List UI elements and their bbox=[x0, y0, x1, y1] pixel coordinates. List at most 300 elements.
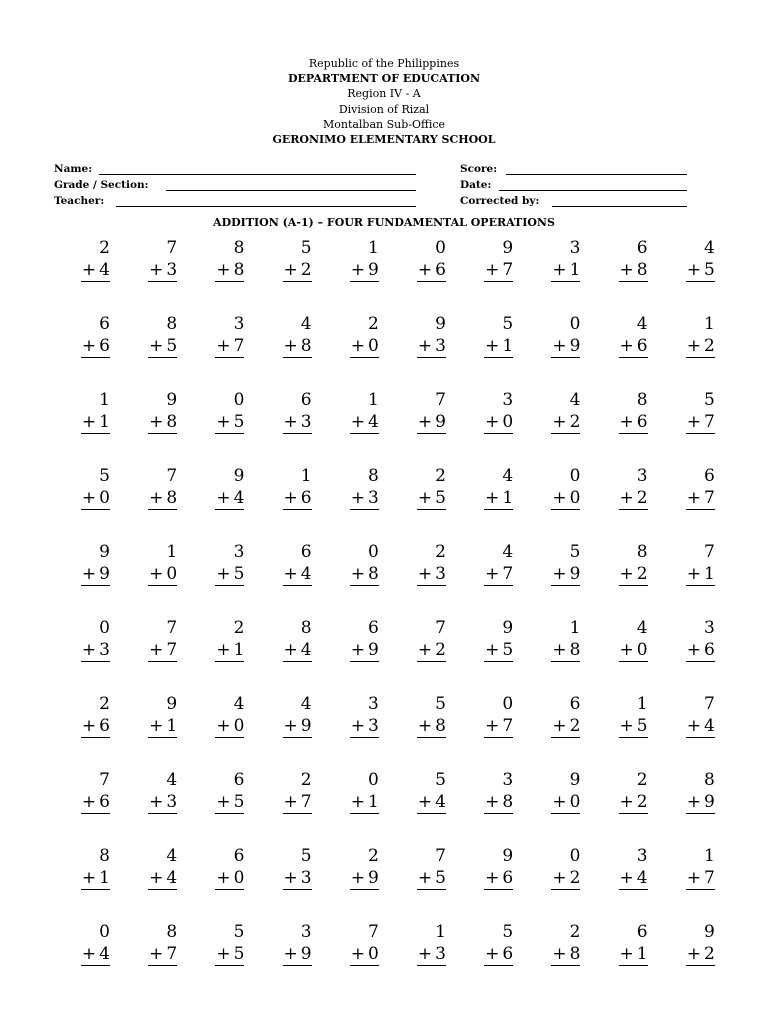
plus-operator: + bbox=[350, 716, 365, 736]
addend-top: 5 bbox=[435, 770, 446, 790]
problem-3-3 bbox=[204, 390, 244, 434]
addend-bottom bbox=[619, 867, 648, 890]
addend-bottom-value: 5 bbox=[636, 716, 648, 736]
plus-operator: + bbox=[81, 260, 97, 280]
plus-operator: + bbox=[686, 944, 701, 964]
plus-operator: + bbox=[149, 564, 164, 584]
addend-bottom bbox=[551, 335, 580, 358]
addend-bottom-value: 2 bbox=[569, 868, 581, 888]
plus-operator: + bbox=[485, 792, 500, 812]
problem-5-10 bbox=[675, 542, 715, 586]
plus-operator: + bbox=[283, 336, 298, 356]
addend-top: 2 bbox=[367, 846, 379, 866]
problem-8-2 bbox=[137, 770, 177, 814]
addend-top: 4 bbox=[166, 770, 178, 790]
addend-bottom bbox=[551, 867, 580, 890]
plus-operator: + bbox=[283, 412, 298, 432]
addend-bottom bbox=[417, 563, 446, 586]
addend-top: 6 bbox=[99, 314, 110, 334]
plus-operator: + bbox=[216, 412, 231, 432]
addend-top: 5 bbox=[300, 238, 312, 258]
addend-bottom-value: 1 bbox=[569, 260, 581, 280]
addend-top: 0 bbox=[569, 314, 581, 334]
plus-operator: + bbox=[686, 260, 701, 280]
plus-operator: + bbox=[81, 336, 97, 356]
problem-6-2 bbox=[137, 618, 177, 662]
addend-bottom-value: 5 bbox=[703, 260, 715, 280]
plus-operator: + bbox=[552, 564, 567, 584]
addend-top: 5 bbox=[502, 922, 514, 942]
addend-bottom-value: 1 bbox=[636, 944, 648, 964]
problem-4-9 bbox=[608, 466, 648, 510]
problem-7-10 bbox=[675, 694, 715, 738]
addend-top: 5 bbox=[99, 466, 110, 486]
plus-operator: + bbox=[283, 792, 298, 812]
addend-bottom bbox=[215, 715, 244, 738]
addend-bottom bbox=[417, 791, 446, 814]
problem-7-6 bbox=[406, 694, 446, 738]
addend-bottom bbox=[148, 639, 177, 662]
addend-top: 2 bbox=[569, 922, 581, 942]
addend-bottom-value: 6 bbox=[636, 412, 648, 432]
addend-bottom-value: 6 bbox=[99, 792, 110, 812]
addend-bottom-value: 9 bbox=[703, 792, 715, 812]
addend-bottom-value: 5 bbox=[435, 868, 446, 888]
addend-bottom-value: 0 bbox=[233, 716, 245, 736]
addend-bottom-value: 0 bbox=[569, 488, 581, 508]
problem-9-2 bbox=[137, 846, 177, 890]
plus-operator: + bbox=[686, 564, 701, 584]
problem-5-3 bbox=[204, 542, 244, 586]
addend-bottom-value: 5 bbox=[435, 488, 446, 508]
addend-bottom bbox=[350, 791, 379, 814]
addend-top: 0 bbox=[502, 694, 514, 714]
addend-top: 7 bbox=[435, 846, 446, 866]
addend-top: 8 bbox=[166, 314, 178, 334]
problem-8-10 bbox=[675, 770, 715, 814]
addend-bottom-value: 4 bbox=[300, 640, 312, 660]
addend-bottom-value: 7 bbox=[300, 792, 312, 812]
plus-operator: + bbox=[485, 868, 500, 888]
addend-bottom bbox=[148, 411, 177, 434]
problem-5-2 bbox=[137, 542, 177, 586]
addend-top: 7 bbox=[367, 922, 379, 942]
addend-bottom-value: 0 bbox=[367, 944, 379, 964]
problem-3-1 bbox=[70, 390, 110, 434]
problem-10-3 bbox=[204, 922, 244, 966]
problem-3-4 bbox=[272, 390, 312, 434]
addend-bottom bbox=[417, 487, 446, 510]
addend-top: 6 bbox=[367, 618, 379, 638]
addend-bottom-value: 9 bbox=[569, 336, 581, 356]
plus-operator: + bbox=[149, 260, 164, 280]
problem-1-5 bbox=[339, 238, 379, 282]
plus-operator: + bbox=[485, 640, 500, 660]
addend-top: 6 bbox=[233, 770, 245, 790]
addend-bottom-value: 2 bbox=[636, 488, 648, 508]
addend-top: 1 bbox=[367, 390, 379, 410]
plus-operator: + bbox=[686, 868, 701, 888]
problem-8-3 bbox=[204, 770, 244, 814]
addend-bottom bbox=[417, 867, 446, 890]
problem-10-9 bbox=[608, 922, 648, 966]
addend-top: 5 bbox=[233, 922, 245, 942]
problem-2-10 bbox=[675, 314, 715, 358]
addend-top: 5 bbox=[703, 390, 715, 410]
plus-operator: + bbox=[619, 944, 634, 964]
addend-bottom-value: 7 bbox=[703, 412, 715, 432]
problem-6-8 bbox=[540, 618, 580, 662]
addend-bottom bbox=[350, 639, 379, 662]
addend-bottom bbox=[417, 943, 446, 966]
plus-operator: + bbox=[216, 944, 231, 964]
problem-7-7 bbox=[473, 694, 513, 738]
problem-6-7 bbox=[473, 618, 513, 662]
addend-bottom bbox=[417, 639, 446, 662]
plus-operator: + bbox=[552, 412, 567, 432]
addend-bottom bbox=[283, 639, 312, 662]
plus-operator: + bbox=[619, 640, 634, 660]
addend-bottom-value: 3 bbox=[99, 640, 110, 660]
sheet-title: ADDITION (A-1) – FOUR FUNDAMENTAL OPERATIONS bbox=[213, 216, 555, 229]
addend-top: 0 bbox=[367, 770, 379, 790]
addend-top: 3 bbox=[636, 846, 648, 866]
addend-bottom-value: 9 bbox=[435, 412, 446, 432]
plus-operator: + bbox=[417, 868, 433, 888]
addend-top: 2 bbox=[636, 770, 648, 790]
addend-bottom bbox=[81, 487, 110, 510]
addend-top: 6 bbox=[569, 694, 581, 714]
plus-operator: + bbox=[81, 488, 97, 508]
plus-operator: + bbox=[552, 260, 567, 280]
addend-top: 1 bbox=[703, 846, 715, 866]
addend-top: 4 bbox=[569, 390, 581, 410]
problem-9-10 bbox=[675, 846, 715, 890]
addend-bottom bbox=[283, 259, 312, 282]
plus-operator: + bbox=[283, 868, 298, 888]
addend-bottom bbox=[148, 335, 177, 358]
addend-bottom-value: 1 bbox=[502, 336, 514, 356]
addend-bottom bbox=[350, 335, 379, 358]
addend-bottom bbox=[551, 487, 580, 510]
problem-7-1 bbox=[70, 694, 110, 738]
addend-top: 6 bbox=[300, 542, 312, 562]
addend-bottom bbox=[350, 867, 379, 890]
problem-10-8 bbox=[540, 922, 580, 966]
addend-bottom-value: 5 bbox=[502, 640, 514, 660]
plus-operator: + bbox=[619, 792, 634, 812]
problem-9-1 bbox=[70, 846, 110, 890]
addend-bottom bbox=[484, 715, 513, 738]
addend-bottom bbox=[215, 487, 244, 510]
problem-4-5 bbox=[339, 466, 379, 510]
plus-operator: + bbox=[552, 792, 567, 812]
problem-6-1 bbox=[70, 618, 110, 662]
addend-top: 8 bbox=[233, 238, 245, 258]
addend-bottom-value: 4 bbox=[435, 792, 446, 812]
addend-top: 0 bbox=[435, 238, 446, 258]
addend-bottom-value: 3 bbox=[300, 868, 312, 888]
problem-8-5 bbox=[339, 770, 379, 814]
addend-bottom-value: 2 bbox=[703, 944, 715, 964]
problem-6-5 bbox=[339, 618, 379, 662]
addend-bottom-value: 3 bbox=[367, 488, 379, 508]
plus-operator: + bbox=[81, 792, 97, 812]
plus-operator: + bbox=[350, 640, 365, 660]
addend-top: 8 bbox=[300, 618, 312, 638]
addend-bottom bbox=[215, 943, 244, 966]
addend-bottom bbox=[551, 411, 580, 434]
addend-bottom bbox=[215, 867, 244, 890]
addend-top: 6 bbox=[703, 466, 715, 486]
teacher-label: Teacher: bbox=[54, 195, 105, 207]
addend-bottom bbox=[283, 487, 312, 510]
plus-operator: + bbox=[485, 564, 500, 584]
addend-bottom bbox=[148, 791, 177, 814]
addend-bottom bbox=[484, 563, 513, 586]
addend-top: 2 bbox=[99, 238, 110, 258]
addend-bottom-value: 2 bbox=[435, 640, 446, 660]
addend-bottom bbox=[484, 791, 513, 814]
addend-top: 3 bbox=[367, 694, 379, 714]
plus-operator: + bbox=[283, 944, 298, 964]
addend-top: 7 bbox=[166, 618, 178, 638]
addend-top: 1 bbox=[99, 390, 110, 410]
plus-operator: + bbox=[485, 412, 500, 432]
addend-top: 8 bbox=[703, 770, 715, 790]
addend-bottom-value: 0 bbox=[636, 640, 648, 660]
addend-bottom-value: 3 bbox=[435, 944, 446, 964]
addend-bottom bbox=[686, 487, 715, 510]
plus-operator: + bbox=[216, 868, 231, 888]
addend-bottom-value: 2 bbox=[300, 260, 312, 280]
problem-9-5 bbox=[339, 846, 379, 890]
addend-top: 5 bbox=[300, 846, 312, 866]
problem-8-6 bbox=[406, 770, 446, 814]
addend-top: 9 bbox=[166, 390, 178, 410]
addend-bottom bbox=[619, 563, 648, 586]
plus-operator: + bbox=[350, 260, 365, 280]
addend-top: 8 bbox=[636, 390, 648, 410]
addend-bottom bbox=[551, 943, 580, 966]
addend-bottom bbox=[283, 867, 312, 890]
addend-bottom bbox=[619, 639, 648, 662]
problem-6-6 bbox=[406, 618, 446, 662]
addend-top: 9 bbox=[703, 922, 715, 942]
addend-bottom-value: 1 bbox=[367, 792, 379, 812]
plus-operator: + bbox=[485, 944, 500, 964]
addend-bottom bbox=[686, 791, 715, 814]
addend-top: 7 bbox=[703, 542, 715, 562]
addend-bottom bbox=[350, 259, 379, 282]
problem-6-10 bbox=[675, 618, 715, 662]
school-name: GERONIMO ELEMENTARY SCHOOL bbox=[272, 133, 496, 147]
addend-top: 3 bbox=[300, 922, 312, 942]
problem-10-1 bbox=[70, 922, 110, 966]
addend-bottom-value: 1 bbox=[502, 488, 514, 508]
addend-top: 3 bbox=[502, 390, 514, 410]
problem-5-8 bbox=[540, 542, 580, 586]
problem-5-9 bbox=[608, 542, 648, 586]
addend-bottom-value: 0 bbox=[233, 868, 245, 888]
problem-7-9 bbox=[608, 694, 648, 738]
addend-bottom-value: 0 bbox=[166, 564, 178, 584]
plus-operator: + bbox=[350, 336, 365, 356]
addend-bottom bbox=[283, 563, 312, 586]
addend-bottom-value: 1 bbox=[703, 564, 715, 584]
addend-bottom bbox=[148, 715, 177, 738]
problem-8-9 bbox=[608, 770, 648, 814]
addend-bottom bbox=[215, 411, 244, 434]
addend-bottom bbox=[417, 715, 446, 738]
addend-bottom-value: 0 bbox=[569, 792, 581, 812]
addend-bottom-value: 4 bbox=[166, 868, 178, 888]
problem-4-8 bbox=[540, 466, 580, 510]
addend-top: 4 bbox=[502, 466, 514, 486]
addend-top: 1 bbox=[703, 314, 715, 334]
addend-top: 4 bbox=[636, 618, 648, 638]
addend-top: 9 bbox=[502, 238, 514, 258]
addend-bottom-value: 4 bbox=[99, 944, 110, 964]
problem-9-9 bbox=[608, 846, 648, 890]
addend-top: 6 bbox=[233, 846, 245, 866]
addend-bottom-value: 6 bbox=[435, 260, 446, 280]
addend-top: 1 bbox=[166, 542, 178, 562]
addend-bottom bbox=[283, 715, 312, 738]
addend-bottom-value: 1 bbox=[99, 868, 110, 888]
problem-6-4 bbox=[272, 618, 312, 662]
problem-7-4 bbox=[272, 694, 312, 738]
problem-8-8 bbox=[540, 770, 580, 814]
problem-8-7 bbox=[473, 770, 513, 814]
addend-bottom-value: 7 bbox=[703, 488, 715, 508]
addend-bottom-value: 4 bbox=[703, 716, 715, 736]
addend-bottom bbox=[619, 943, 648, 966]
addend-bottom-value: 9 bbox=[367, 640, 379, 660]
addend-top: 2 bbox=[233, 618, 245, 638]
plus-operator: + bbox=[350, 412, 365, 432]
grade-section-label: Grade / Section: bbox=[54, 179, 149, 191]
plus-operator: + bbox=[619, 336, 634, 356]
addend-top: 3 bbox=[233, 314, 245, 334]
plus-operator: + bbox=[417, 488, 433, 508]
addend-bottom-value: 8 bbox=[166, 488, 178, 508]
problem-7-8 bbox=[540, 694, 580, 738]
plus-operator: + bbox=[283, 260, 298, 280]
plus-operator: + bbox=[81, 716, 97, 736]
plus-operator: + bbox=[619, 488, 634, 508]
problem-4-1 bbox=[70, 466, 110, 510]
addend-bottom bbox=[619, 791, 648, 814]
problem-7-2 bbox=[137, 694, 177, 738]
plus-operator: + bbox=[552, 640, 567, 660]
problem-4-7 bbox=[473, 466, 513, 510]
plus-operator: + bbox=[216, 260, 231, 280]
addend-bottom-value: 4 bbox=[99, 260, 110, 280]
addend-bottom-value: 8 bbox=[569, 640, 581, 660]
plus-operator: + bbox=[81, 640, 97, 660]
plus-operator: + bbox=[686, 488, 701, 508]
addend-bottom-value: 1 bbox=[166, 716, 178, 736]
plus-operator: + bbox=[350, 792, 365, 812]
addend-top: 0 bbox=[99, 922, 110, 942]
plus-operator: + bbox=[283, 564, 298, 584]
addend-bottom bbox=[686, 639, 715, 662]
addend-bottom-value: 2 bbox=[569, 716, 581, 736]
plus-operator: + bbox=[686, 716, 701, 736]
addend-bottom bbox=[686, 259, 715, 282]
addend-top: 4 bbox=[300, 314, 312, 334]
addend-bottom-value: 8 bbox=[367, 564, 379, 584]
addend-bottom bbox=[81, 639, 110, 662]
problem-1-2 bbox=[137, 238, 177, 282]
problem-10-6 bbox=[406, 922, 446, 966]
problem-3-6 bbox=[406, 390, 446, 434]
addend-bottom bbox=[551, 563, 580, 586]
addend-bottom-value: 2 bbox=[703, 336, 715, 356]
problem-8-1 bbox=[70, 770, 110, 814]
addend-bottom bbox=[484, 335, 513, 358]
addend-bottom bbox=[686, 715, 715, 738]
problem-10-7 bbox=[473, 922, 513, 966]
addend-bottom-value: 7 bbox=[166, 640, 178, 660]
addend-top: 3 bbox=[636, 466, 648, 486]
addend-bottom-value: 9 bbox=[99, 564, 110, 584]
addend-bottom-value: 6 bbox=[99, 716, 110, 736]
plus-operator: + bbox=[619, 716, 634, 736]
problem-4-10 bbox=[675, 466, 715, 510]
addend-top: 2 bbox=[99, 694, 110, 714]
addend-bottom-value: 3 bbox=[166, 792, 178, 812]
plus-operator: + bbox=[149, 868, 164, 888]
plus-operator: + bbox=[417, 412, 433, 432]
addend-bottom-value: 3 bbox=[166, 260, 178, 280]
addend-top: 8 bbox=[367, 466, 379, 486]
addend-bottom-value: 4 bbox=[233, 488, 245, 508]
addend-top: 9 bbox=[435, 314, 446, 334]
addend-bottom bbox=[283, 791, 312, 814]
addend-bottom-value: 6 bbox=[300, 488, 312, 508]
problem-1-6 bbox=[406, 238, 446, 282]
addend-top: 2 bbox=[300, 770, 312, 790]
addend-bottom bbox=[619, 487, 648, 510]
addend-top: 4 bbox=[703, 238, 715, 258]
addend-bottom-value: 6 bbox=[502, 868, 514, 888]
addend-bottom-value: 3 bbox=[300, 412, 312, 432]
addend-top: 6 bbox=[636, 922, 648, 942]
addend-top: 9 bbox=[502, 618, 514, 638]
problem-1-3 bbox=[204, 238, 244, 282]
problem-3-2 bbox=[137, 390, 177, 434]
addend-bottom bbox=[81, 715, 110, 738]
name-label: Name: bbox=[54, 163, 93, 175]
plus-operator: + bbox=[216, 488, 231, 508]
addend-bottom bbox=[551, 715, 580, 738]
plus-operator: + bbox=[81, 944, 97, 964]
plus-operator: + bbox=[686, 640, 701, 660]
problem-2-9 bbox=[608, 314, 648, 358]
addend-bottom-value: 1 bbox=[233, 640, 245, 660]
republic-text: Republic of the Philippines bbox=[308, 57, 460, 70]
addend-bottom-value: 9 bbox=[569, 564, 581, 584]
problem-10-5 bbox=[339, 922, 379, 966]
addend-bottom bbox=[81, 943, 110, 966]
addend-top: 9 bbox=[166, 694, 178, 714]
plus-operator: + bbox=[283, 716, 298, 736]
problem-2-4 bbox=[272, 314, 312, 358]
plus-operator: + bbox=[552, 488, 567, 508]
plus-operator: + bbox=[417, 716, 433, 736]
